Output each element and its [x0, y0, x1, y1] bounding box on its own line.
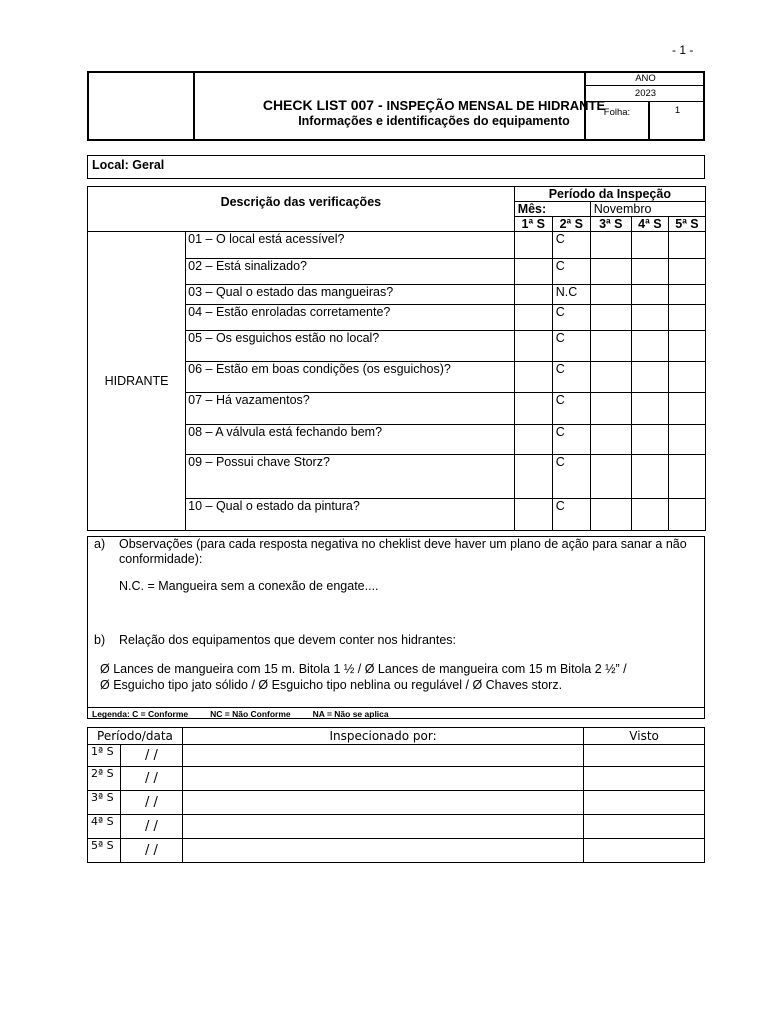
- visto-cell: [584, 791, 705, 815]
- week-1-cell: [514, 259, 552, 285]
- week-4-cell: [631, 455, 668, 499]
- week-4-header: 4ª S: [631, 217, 668, 232]
- obs-a-marker: a): [94, 537, 106, 551]
- period-cell: 5ª S: [88, 839, 121, 863]
- period-cell: 2ª S: [88, 767, 121, 791]
- week-3-cell: [590, 362, 631, 393]
- logo-area: [89, 73, 195, 139]
- week-1-cell: [514, 305, 552, 331]
- equipment-list-line-2: Ø Esguicho tipo jato sólido / Ø Esguicho tipo neblina ou regulável / Ø Chaves storz.: [100, 678, 563, 692]
- table-row: [88, 791, 705, 815]
- week-5-cell: [668, 305, 705, 331]
- local-field: Local: Geral: [87, 155, 705, 179]
- visto-cell: [584, 839, 705, 863]
- legend: [88, 707, 704, 719]
- mes-label: Mês:: [514, 202, 590, 217]
- week-5-cell: [668, 499, 705, 531]
- inspection-table: [87, 186, 706, 531]
- visto-header: Visto: [584, 728, 705, 745]
- week-1-header: 1ª S: [514, 217, 552, 232]
- week-2-cell: C: [552, 393, 590, 425]
- week-3-cell: [590, 259, 631, 285]
- period-cell: 1ª S: [88, 745, 121, 767]
- week-2-cell: C: [552, 425, 590, 455]
- week-1-cell: [514, 499, 552, 531]
- week-1-cell: [514, 285, 552, 305]
- item-description: 04 – Estão enroladas corretamente?: [186, 305, 515, 331]
- table-row: [88, 839, 705, 863]
- item-description: 03 – Qual o estado das mangueiras?: [186, 285, 515, 305]
- week-2-cell: C: [552, 455, 590, 499]
- inspector-header: Inspecionado por:: [182, 728, 583, 745]
- obs-a-text: Observações (para cada resposta negativa no cheklist deve haver um plano de ação para sanar a não conformidade):: [119, 537, 687, 566]
- document-subtitle: Informações e identificações do equipamento: [298, 114, 570, 128]
- period-date-header: Período/data: [88, 728, 183, 745]
- week-1-cell: [514, 331, 552, 362]
- item-rows: [88, 232, 706, 531]
- document-header: [87, 71, 705, 141]
- item-description: 10 – Qual o estado da pintura?: [186, 499, 515, 531]
- week-3-cell: [590, 393, 631, 425]
- inspector-cell: [182, 791, 583, 815]
- signoff-table: [87, 727, 705, 863]
- week-3-header: 3ª S: [590, 217, 631, 232]
- week-1-cell: [514, 425, 552, 455]
- item-description: 09 – Possui chave Storz?: [186, 455, 515, 499]
- inspector-cell: [182, 767, 583, 791]
- week-3-cell: [590, 455, 631, 499]
- week-4-cell: [631, 232, 668, 259]
- week-2-cell: N.C: [552, 285, 590, 305]
- period-cell: 3ª S: [88, 791, 121, 815]
- table-row: [88, 815, 705, 839]
- table-row: [88, 767, 705, 791]
- inspector-cell: [182, 745, 583, 767]
- mes-value: Novembro: [590, 202, 705, 217]
- week-4-cell: [631, 362, 668, 393]
- visto-cell: [584, 815, 705, 839]
- date-cell: / /: [120, 815, 182, 839]
- signoff-rows: [88, 745, 705, 863]
- table-row: [88, 745, 705, 767]
- week-4-cell: [631, 393, 668, 425]
- week-2-header: 2ª S: [552, 217, 590, 232]
- observations-box: [87, 536, 705, 719]
- inspector-cell: [182, 815, 583, 839]
- week-4-cell: [631, 259, 668, 285]
- week-3-cell: [590, 425, 631, 455]
- week-2-cell: C: [552, 331, 590, 362]
- week-5-cell: [668, 393, 705, 425]
- week-3-cell: [590, 232, 631, 259]
- table-row: [88, 232, 706, 259]
- week-5-cell: [668, 425, 705, 455]
- date-cell: / /: [120, 767, 182, 791]
- folha-label: Folha:: [586, 102, 650, 139]
- week-1-cell: [514, 455, 552, 499]
- obs-b-marker: b): [94, 633, 106, 647]
- group-label: HIDRANTE: [88, 232, 186, 531]
- week-2-cell: C: [552, 499, 590, 531]
- week-3-cell: [590, 305, 631, 331]
- week-3-cell: [590, 499, 631, 531]
- obs-b-text: Relação dos equipamentos que devem conter nos hidrantes:: [119, 633, 457, 647]
- description-header: Descrição das verificações: [88, 187, 515, 217]
- week-2-cell: C: [552, 362, 590, 393]
- week-4-cell: [631, 331, 668, 362]
- equipment-list-line-1: Ø Lances de mangueira com 15 m. Bitola 1 ½ / Ø Lances de mangueira com 15 m Bitola 2 ½” /: [100, 662, 627, 676]
- week-5-header: 5ª S: [668, 217, 705, 232]
- week-4-cell: [631, 425, 668, 455]
- header-spacer: [88, 217, 515, 232]
- folha-value: 1: [674, 105, 681, 116]
- date-cell: / /: [120, 839, 182, 863]
- visto-cell: [584, 767, 705, 791]
- legend-nao-conforme: NC = Não Conforme: [210, 709, 291, 719]
- inspector-cell: [182, 839, 583, 863]
- week-5-cell: [668, 232, 705, 259]
- week-5-cell: [668, 259, 705, 285]
- page-number: - 1 -: [672, 43, 694, 57]
- week-2-cell: C: [552, 232, 590, 259]
- date-cell: / /: [120, 745, 182, 767]
- legend-conforme: Legenda: C = Conforme: [92, 709, 189, 719]
- week-5-cell: [668, 455, 705, 499]
- item-description: 01 – O local está acessível?: [186, 232, 515, 259]
- item-description: 02 – Está sinalizado?: [186, 259, 515, 285]
- week-3-cell: [590, 285, 631, 305]
- week-2-cell: C: [552, 305, 590, 331]
- week-2-cell: C: [552, 259, 590, 285]
- week-1-cell: [514, 362, 552, 393]
- ano-value: 2023: [586, 86, 705, 102]
- week-5-cell: [668, 362, 705, 393]
- visto-cell: [584, 745, 705, 767]
- period-cell: 4ª S: [88, 815, 121, 839]
- header-meta: [584, 73, 705, 139]
- item-description: 08 – A válvula está fechando bem?: [186, 425, 515, 455]
- week-4-cell: [631, 499, 668, 531]
- week-4-cell: [631, 305, 668, 331]
- item-description: 06 – Estão em boas condições (os esguichos)?: [186, 362, 515, 393]
- week-5-cell: [668, 331, 705, 362]
- week-1-cell: [514, 232, 552, 259]
- week-3-cell: [590, 331, 631, 362]
- week-4-cell: [631, 285, 668, 305]
- item-description: 05 – Os esguichos estão no local?: [186, 331, 515, 362]
- period-header: Período da Inspeção: [514, 187, 705, 202]
- ano-label: ANO: [586, 73, 705, 86]
- week-1-cell: [514, 393, 552, 425]
- item-description: 07 – Há vazamentos?: [186, 393, 515, 425]
- nc-note: N.C. = Mangueira sem a conexão de engate....: [119, 579, 379, 593]
- date-cell: / /: [120, 791, 182, 815]
- title-code: CHECK LIST 007 -: [262, 97, 387, 113]
- title-name: INSPEÇÃO MENSAL DE HIDRANTE: [386, 98, 606, 113]
- legend-nao-se-aplica: NA = Não se aplica: [312, 709, 389, 719]
- week-5-cell: [668, 285, 705, 305]
